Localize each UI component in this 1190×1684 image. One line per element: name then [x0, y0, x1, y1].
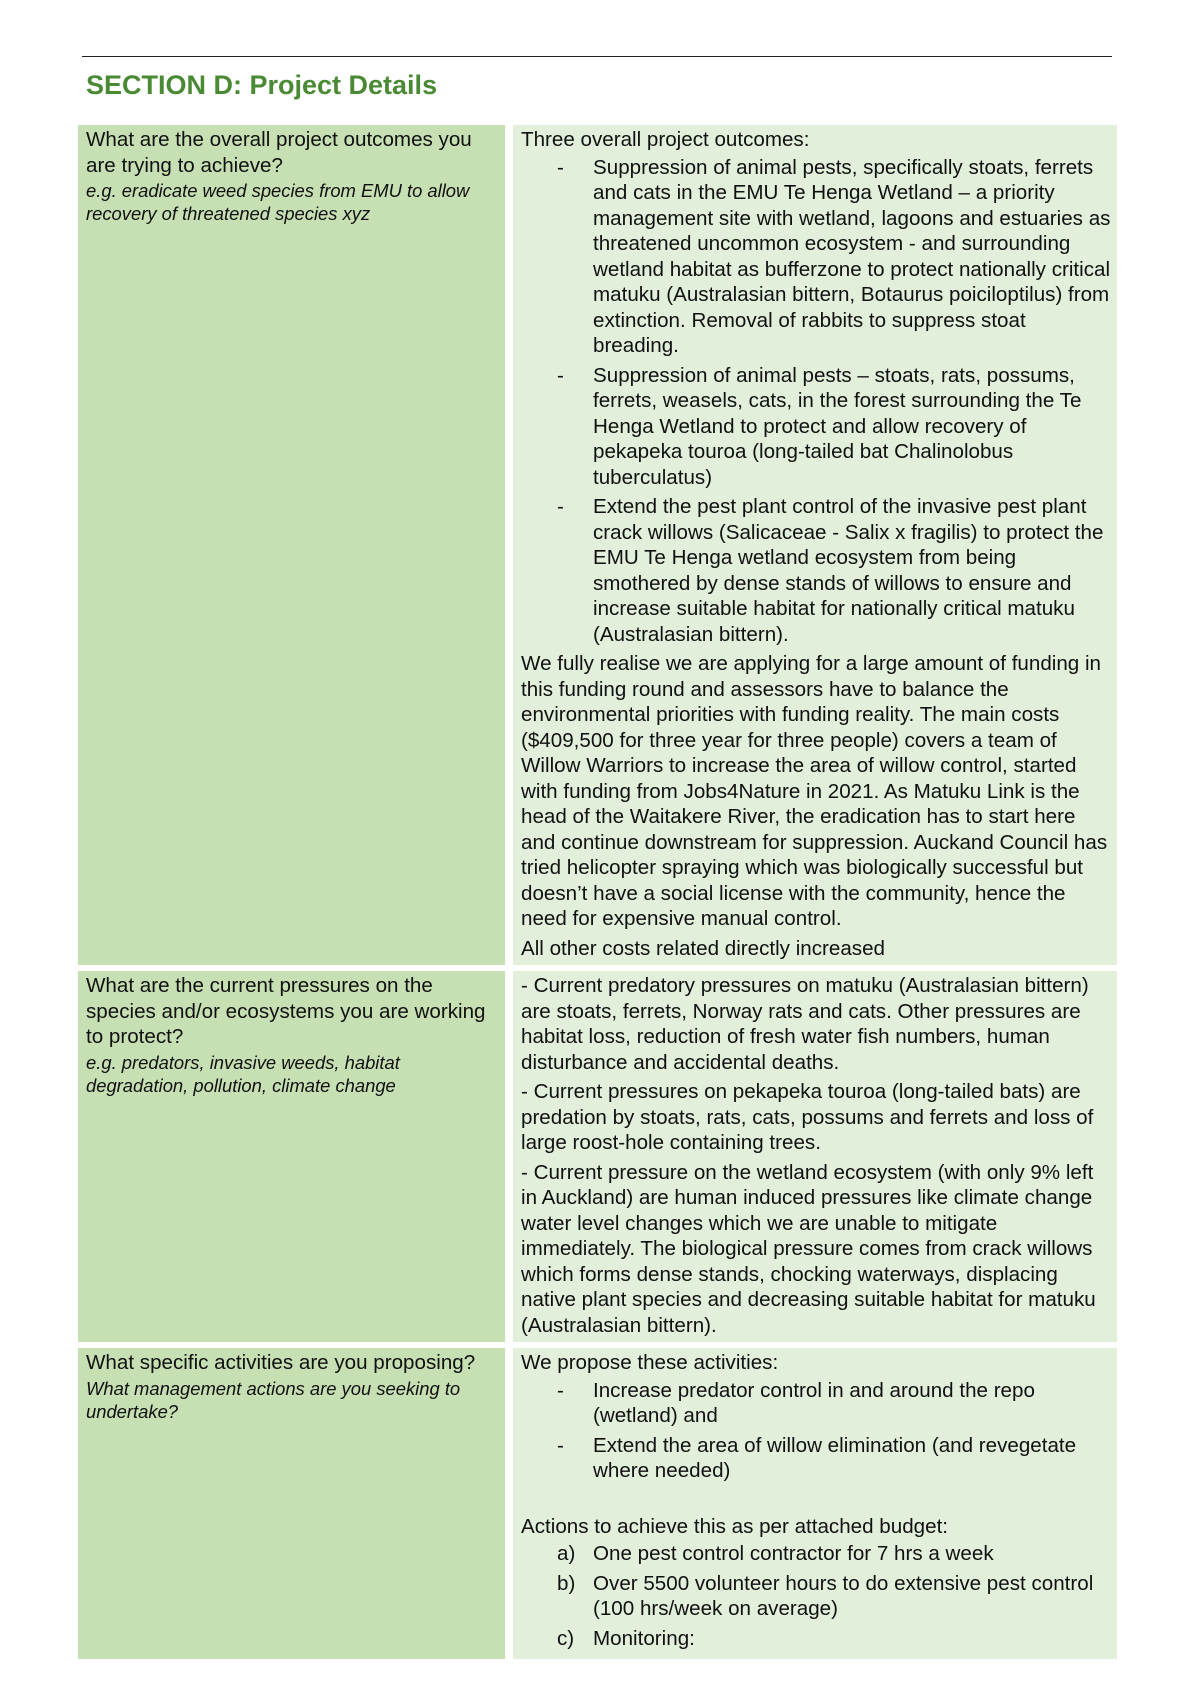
answer-paragraph: - Current pressures on pekapeka touroa (long-tailed bats) are predation by stoats, rats, cats, possums and ferrets and loss of large roost-hole containing trees.	[521, 1080, 1094, 1154]
answer-paragraph: - Current predatory pressures on matuku (Australasian bittern) are stoats, ferrets, Norway rats and cats. Other pressures are habitat loss, reduction of fresh water fish numbers, human disturbance and accidental deaths.	[521, 974, 1089, 1074]
list-item: c) Monitoring:	[557, 1626, 695, 1650]
question-example: What management actions are you seeking to undertake?	[86, 1377, 461, 1422]
answer-paragraph: We fully realise we are applying for a large amount of funding in this funding round and assessors have to balance the environmental priorities with funding reality. The main costs ($409,500 for three year for three people) covers a team of Willow Warriors to increase the area of willow control, started with funding from Jobs4Nature in 2021. As Matuku Link is the head of the Waitakere River, the eradication has to start here and continue downstream for suppression. Auckand Council has tried helicopter spraying which was biologically successful but doesn’t have a social license with the community, hence the need for expensive manual control.	[521, 652, 1108, 930]
outcome-list	[521, 155, 1111, 648]
question-text: What are the current pressures on the species and/or ecosystems you are working to protect?	[86, 974, 486, 1048]
project-details-table	[78, 119, 1117, 1665]
question-text: What specific activities are you proposing?	[86, 1351, 476, 1374]
answer-paragraph: - Current pressure on the wetland ecosystem (with only 9% left in Auckland) are human induced pressures like climate change water level changes which we are unable to mitigate immediately. The biological pressure comes from crack willows which forms dense stands, chocking waterways, displacing native plant species and decreasing suitable habitat for matuku (Australasian bittern).	[521, 1160, 1096, 1337]
answer-intro: Three overall project outcomes:	[521, 128, 810, 151]
question-cell	[78, 971, 505, 1342]
question-cell	[78, 125, 505, 965]
table-row	[78, 125, 1117, 965]
question-example: e.g. eradicate weed species from EMU to allow recovery of threatened species xyz	[86, 180, 470, 224]
answer-intro: We propose these activities:	[521, 1351, 779, 1374]
list-item: - Increase predator control in and around the repo (wetland) and	[557, 1378, 1035, 1427]
list-item: - Suppression of animal pests, specifically stoats, ferrets and cats in the EMU Te Henga Wetland – a priority management site with wetland, lagoons and estuaries as threatened uncommon ecosystem - and surrounding wetland habitat as bufferzone to protect nationally critical matuku (Australasian bittern, Botaurus poiciloptilus) from extinction. Removal of rabbits to suppress stoat breading.	[557, 155, 1111, 357]
question-example: e.g. predators, invasive weeds, habitat degradation, pollution, climate change	[86, 1051, 400, 1096]
table-row	[78, 1348, 1117, 1659]
list-item: - Extend the area of willow elimination (and revegetate where needed)	[557, 1433, 1077, 1482]
list-item: a) One pest control contractor for 7 hrs a week	[557, 1542, 994, 1565]
answer-cell[interactable]	[513, 125, 1117, 965]
list-item: - Extend the pest plant control of the invasive pest plant crack willows (Salicaceae - Salix x fragilis) to protect the EMU Te Henga wetland ecosystem from being smothered by dense stands of willows to ensure and increase suitable habitat for nationally critical matuku (Australasian bittern).	[557, 495, 1104, 646]
bullet-marker: -	[557, 363, 564, 387]
answer-cell[interactable]	[513, 1348, 1117, 1659]
actions-list	[521, 1541, 1111, 1651]
bullet-marker: -	[557, 495, 564, 518]
list-marker: b)	[557, 1571, 576, 1595]
bullet-marker: -	[557, 1378, 564, 1402]
bullet-marker: -	[557, 155, 564, 179]
answer-paragraph: All other costs related directly increased	[521, 936, 885, 960]
header-rule	[82, 56, 1112, 57]
answer-cell[interactable]	[513, 971, 1117, 1342]
list-marker: a)	[557, 1542, 576, 1565]
table-row	[78, 971, 1117, 1342]
list-item: b) Over 5500 volunteer hours to do extensive pest control (100 hrs/week on average)	[557, 1571, 1094, 1620]
list-marker: c)	[557, 1626, 575, 1650]
list-item: - Suppression of animal pests – stoats, rats, possums, ferrets, weasels, cats, in the forest surrounding the Te Henga Wetland to protect and allow recovery of pekapeka touroa (long-tailed bat Chalinolobus tuberculatus)	[557, 363, 1082, 489]
question-text: What are the overall project outcomes you are trying to achieve?	[86, 128, 472, 177]
question-cell	[78, 1348, 505, 1659]
activity-list	[521, 1378, 1111, 1484]
section-title: SECTION D: Project Details	[86, 70, 438, 100]
bullet-marker: -	[557, 1433, 564, 1457]
actions-intro: Actions to achieve this as per attached budget:	[521, 1514, 949, 1538]
